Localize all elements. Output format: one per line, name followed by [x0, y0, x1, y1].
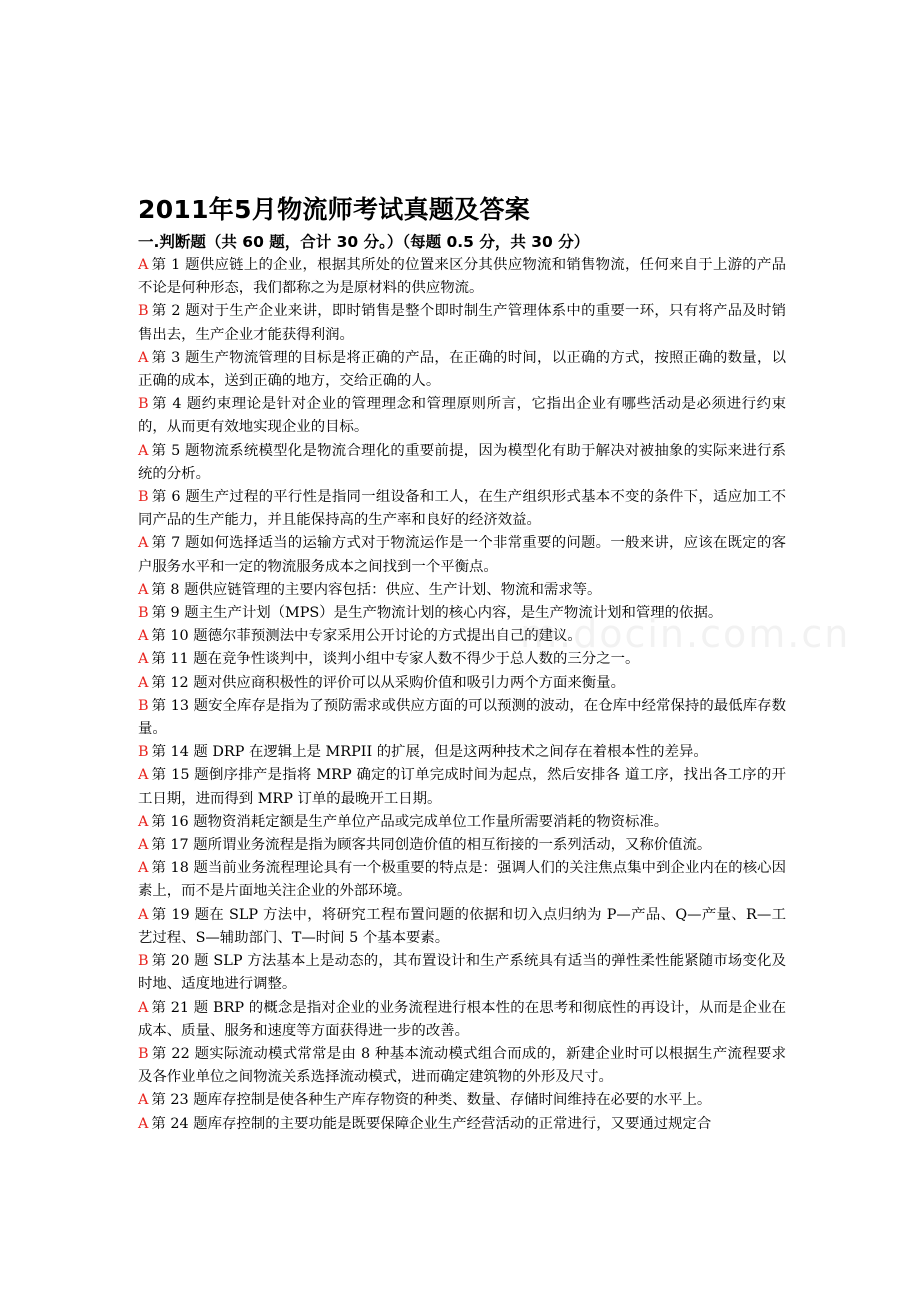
- question-item: [138, 764, 786, 810]
- question-item: [138, 440, 786, 486]
- question-list: [138, 254, 786, 1136]
- answer-label: A: [138, 999, 149, 1016]
- question-text: 第 6 题生产过程的平行性是指同一组设备和工人，在生产组织形式基本不变的条件下，适应加工不同产品的生产能力，并且能保持高的生产率和良好的经济效益。: [138, 489, 786, 529]
- answer-label: A: [138, 651, 149, 668]
- question-item: [138, 393, 786, 439]
- question-item: [138, 625, 786, 648]
- question-text: 第 17 题所谓业务流程是指为顾客共同创造价值的相互衔接的一系列活动，又称价值流。: [151, 837, 712, 854]
- answer-label: B: [138, 744, 149, 761]
- question-item: [138, 1113, 786, 1136]
- question-item: [138, 254, 786, 300]
- question-text: 第 23 题库存控制是使各种生产库存物资的种类、数量、存储时间维持在必要的水平上。: [151, 1092, 712, 1109]
- answer-label: A: [138, 535, 149, 552]
- question-text: 第 8 题供应链管理的主要内容包括：供应、生产计划、物流和需求等。: [151, 581, 602, 598]
- question-item: [138, 950, 786, 996]
- question-text: 第 3 题生产物流管理的目标是将正确的产品，在正确的时间，以正确的方式，按照正确的数量，以正确的成本，送到正确的地方，交给正确的人。: [138, 349, 786, 390]
- question-item: [138, 741, 786, 764]
- question-text: 第 16 题物资消耗定额是生产单位产品或完成单位工作量所需要消耗的物资标准。: [151, 813, 669, 830]
- answer-label: A: [138, 628, 149, 645]
- question-item: [138, 904, 786, 950]
- answer-label: B: [138, 697, 149, 714]
- answer-label: A: [138, 674, 149, 691]
- question-text: 第 7 题如何选择适当的运输方式对于物流运作是一个非常重要的问题。一般来讲，应该在既定的客户服务水平和一定的物流服务成本之间找到一个平衡点。: [138, 535, 786, 575]
- question-text: 第 15 题倒序排产是指将 MRP 确定的订单完成时间为起点，然后安排各 道工序，找出各工序的开工日期，进而得到 MRP 订单的最晚开工日期。: [138, 767, 786, 807]
- answer-label: A: [138, 860, 149, 877]
- question-item: [138, 695, 786, 741]
- question-text: 第 1 题供应链上的企业，根据其所处的位置来区分其供应物流和销售物流，任何来自于上游的产品不论是何种形态，我们都称之为是原材料的供应物流。: [138, 257, 786, 297]
- question-item: [138, 1043, 786, 1089]
- question-item: [138, 486, 786, 532]
- answer-label: B: [138, 396, 149, 413]
- question-text: 第 4 题约束理论是针对企业的管理理念和管理原则所言，它指出企业有哪些活动是必须进行约束的，从而更有效地实现企业的目标。: [138, 396, 786, 436]
- question-text: 第 21 题 BRP 的概念是指对企业的业务流程进行根本性的在思考和彻底性的再设计，从而是企业在成本、质量、服务和速度等方面获得进一步的改善。: [138, 999, 786, 1039]
- document-page: [138, 194, 786, 1136]
- question-text: 第 5 题物流系统模型化是物流合理化的重要前提，因为模型化有助于解决对被抽象的实际来进行系统的分析。: [138, 442, 786, 482]
- answer-label: A: [138, 837, 149, 854]
- question-text: 第 10 题德尔菲预测法中专家采用公开讨论的方式提出自己的建议。: [151, 628, 582, 645]
- question-text: 第 20 题 SLP 方法基本上是动态的，其布置设计和生产系统具有适当的弹性柔性能紧随市场变化及时地、适度地进行调整。: [138, 953, 786, 993]
- question-item: [138, 648, 786, 671]
- answer-label: B: [138, 953, 149, 970]
- question-text: 第 18 题当前业务流程理论具有一个极重要的特点是：强调人们的关注焦点集中到企业内在的核心因素上，而不是片面地关注企业的外部环境。: [138, 860, 786, 900]
- question-item: [138, 834, 786, 857]
- question-item: [138, 997, 786, 1043]
- question-item: [138, 300, 786, 346]
- question-item: [138, 1089, 786, 1112]
- question-item: [138, 347, 786, 393]
- answer-label: A: [138, 1092, 149, 1109]
- answer-label: B: [138, 1045, 149, 1062]
- question-item: [138, 579, 786, 602]
- answer-label: A: [138, 257, 149, 273]
- answer-label: A: [138, 813, 149, 830]
- question-text: 第 13 题安全库存是指为了预防需求或供应方面的可以预测的波动，在仓库中经常保持的最低库存数量。: [138, 697, 786, 738]
- question-item: [138, 672, 786, 695]
- answer-label: A: [138, 442, 149, 459]
- answer-label: B: [138, 605, 149, 622]
- question-text: 第 9 题主生产计划（MPS）是生产物流计划的核心内容，是生产物流计划和管理的依据。: [151, 605, 723, 622]
- question-text: 第 2 题对于生产企业来讲，即时销售是整个即时制生产管理体系中的重要一环，只有将产品及时销售出去，生产企业才能获得利润。: [138, 303, 786, 343]
- answer-label: A: [138, 349, 149, 366]
- question-text: 第 19 题在 SLP 方法中，将研究工程布置问题的依据和切入点归纳为 P—产品、Q—产量、R—工艺过程、S—辅助部门、T—时间 5 个基本要素。: [138, 906, 786, 946]
- question-text: 第 22 题实际流动模式常常是由 8 种基本流动模式组合而成的，新建企业时可以根据生产流程要求及各作业单位之间物流关系选择流动模式，进而确定建筑物的外形及尺寸。: [138, 1045, 786, 1086]
- answer-label: B: [138, 303, 149, 320]
- answer-label: B: [138, 489, 149, 506]
- question-item: [138, 602, 786, 625]
- question-text: 第 12 题对供应商积极性的评价可以从采购价值和吸引力两个方面来衡量。: [151, 674, 625, 691]
- question-text: 第 14 题 DRP 在逻辑上是 MRPII 的扩展，但是这两种技术之间存在着根本性的差异。: [151, 744, 708, 761]
- answer-label: A: [138, 1115, 149, 1132]
- question-item: [138, 532, 786, 578]
- question-item: [138, 857, 786, 903]
- question-item: [138, 811, 786, 834]
- section-heading: 一.判断题（共 60 题，合计 30 分。）（每题 0.5 分，共 30 分）: [138, 233, 590, 251]
- document-title: 2011年5月物流师考试真题及答案: [138, 195, 531, 224]
- question-text: 第 24 题库存控制的主要功能是既要保障企业生产经营活动的正常进行，又要通过规定合: [151, 1115, 712, 1132]
- answer-label: A: [138, 767, 149, 784]
- watermark: m.docin.com.cn: [520, 612, 851, 656]
- question-text: 第 11 题在竞争性谈判中，谈判小组中专家人数不得少于总人数的三分之一。: [151, 651, 640, 668]
- answer-label: A: [138, 581, 149, 598]
- answer-label: A: [138, 906, 149, 923]
